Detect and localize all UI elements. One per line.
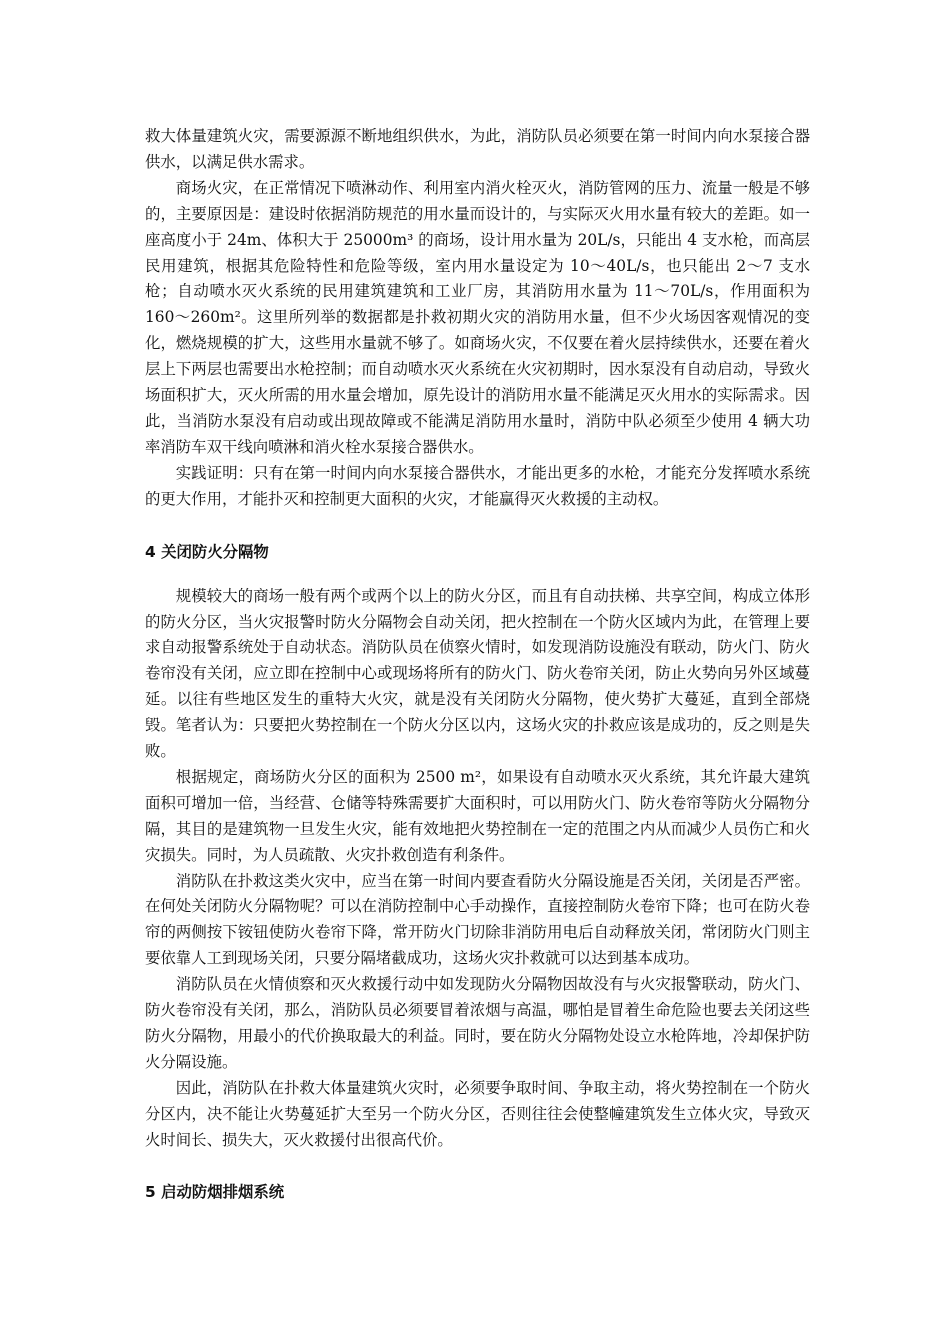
section-4-paragraph-4: 消防队员在火情侦察和灭火救援行动中如发现防火分隔物因故没有与火灾报警联动，防火门、防火卷帘没有关闭，那么，消防队员必须要冒着浓烟与高温，哪怕是冒着生命危险也要去关闭这些防火分隔物，用最小的代价换取最大的利益。同时，要在防火分隔物处设立水枪阵地，冷却保护防火分隔设施。 [145, 975, 810, 1071]
section-4-paragraph-1: 规模较大的商场一般有两个或两个以上的防火分区，而且有自动扶梯、共享空间，构成立体形的防火分区，当火灾报警时防火分隔物会自动关闭，把火控制在一个防火区域内为此，在管理上要求自动报警系统处于自动状态。消防队员在侦察火情时，如发现消防设施没有联动，防火门、防火卷帘没有关闭，应立即在控制中心或现场将所有的防火门、防火卷帘关闭，防止火势向另外区域蔓延。以往有些地区发生的重特大火灾，就是没有关闭防火分隔物，使火势扩大蔓延，直到全部烧毁。笔者认为：只要把火势控制在一个防火分区以内，这场火灾的扑救应该是成功的，反之则是失败。 [145, 586, 810, 761]
section-4-heading: 4 关闭防火分隔物 [145, 542, 269, 561]
section-4-paragraph-5: 因此，消防队在扑救大体量建筑火灾时，必须要争取时间、争取主动，将火势控制在一个防火分区内，决不能让火势蔓延扩大至另一个防火分区，否则往往会使整幢建筑发生立体火灾，导致灭火时间长、损失大，灭火救援付出很高代价。 [145, 1078, 810, 1149]
section-4-paragraph-2: 根据规定，商场防火分区的面积为 2500 m²，如果设有自动喷水灭火系统，其允许最大建筑面积可增加一倍，当经营、仓储等特殊需要扩大面积时，可以用防火门、防火卷帘等防火分隔物分隔，其目的是建筑物一旦发生火灾，能有效地把火势控制在一定的范围之内从而减少人员伤亡和火灾损失。同时，为人员疏散、火灾扑救创造有利条件。 [145, 767, 810, 864]
document-page [145, 124, 810, 1205]
section-4-paragraph-3: 消防队在扑救这类火灾中，应当在第一时间内要查看防火分隔设施是否关闭，关闭是否严密。在何处关闭防火分隔物呢？可以在消防控制中心手动操作，直接控制防火卷帘下降；也可在防火卷帘的两侧按下铵钮使防火卷帘下降，常开防火门切除非消防用电后自动释放关闭，常闭防火门则主要依靠人工到现场关闭，只要分隔堵截成功，这场火灾扑救就可以达到基本成功。 [145, 871, 810, 968]
paragraph-mall-fire-water: 商场火灾，在正常情况下喷淋动作、利用室内消火栓灭火，消防管网的压力、流量一般是不够的，主要原因是：建设时依据消防规范的用水量而设计的，与实际灭火用水量有较大的差距。如一座高度小于 24m、体积大于 25000m³ 的商场，设计用水量为 20L/s，只能出 4 支水枪，而高层民用建筑，根据其危险特性和危险等级，室内用水量设定为 10～40L/s，也只能出 2～7 支水枪；自动喷水灭火系统的民用建筑建筑和工业厂房，其消防用水量为 11～70L/s，作用面积为 160～260m²。这里所列举的数据都是扑救初期火灾的消防用水量，但不少火场因客观情况的变化，燃烧规模的扩大，这些用水量就不够了。如商场火灾，不仅要在着火层持续供水，还要在着火层上下两层也需要出水枪控制；而自动喷水灭火系统在火灾初期时，因水泵没有自动启动，导致火场面积扩大，灭火所需的用水量会增加，原先设计的消防用水量不能满足灭火用水的实际需求。因此，当消防水泵没有启动或出现故障或不能满足消防用水量时，消防中队必须至少使用 4 辆大功率消防车双干线向喷淋和消火栓水泵接合器供水。 [145, 178, 810, 456]
paragraph-continued: 救大体量建筑火灾，需要源源不断地组织供水，为此，消防队员必须要在第一时间内向水泵接合器供水，以满足供水需求。 [145, 127, 810, 171]
paragraph-practice-proof: 实践证明：只有在第一时间内向水泵接合器供水，才能出更多的水枪，才能充分发挥喷水系统的更大作用，才能扑灭和控制更大面积的火灾，才能赢得灭火救援的主动权。 [145, 463, 810, 508]
section-5-heading: 5 启动防烟排烟系统 [145, 1182, 285, 1201]
